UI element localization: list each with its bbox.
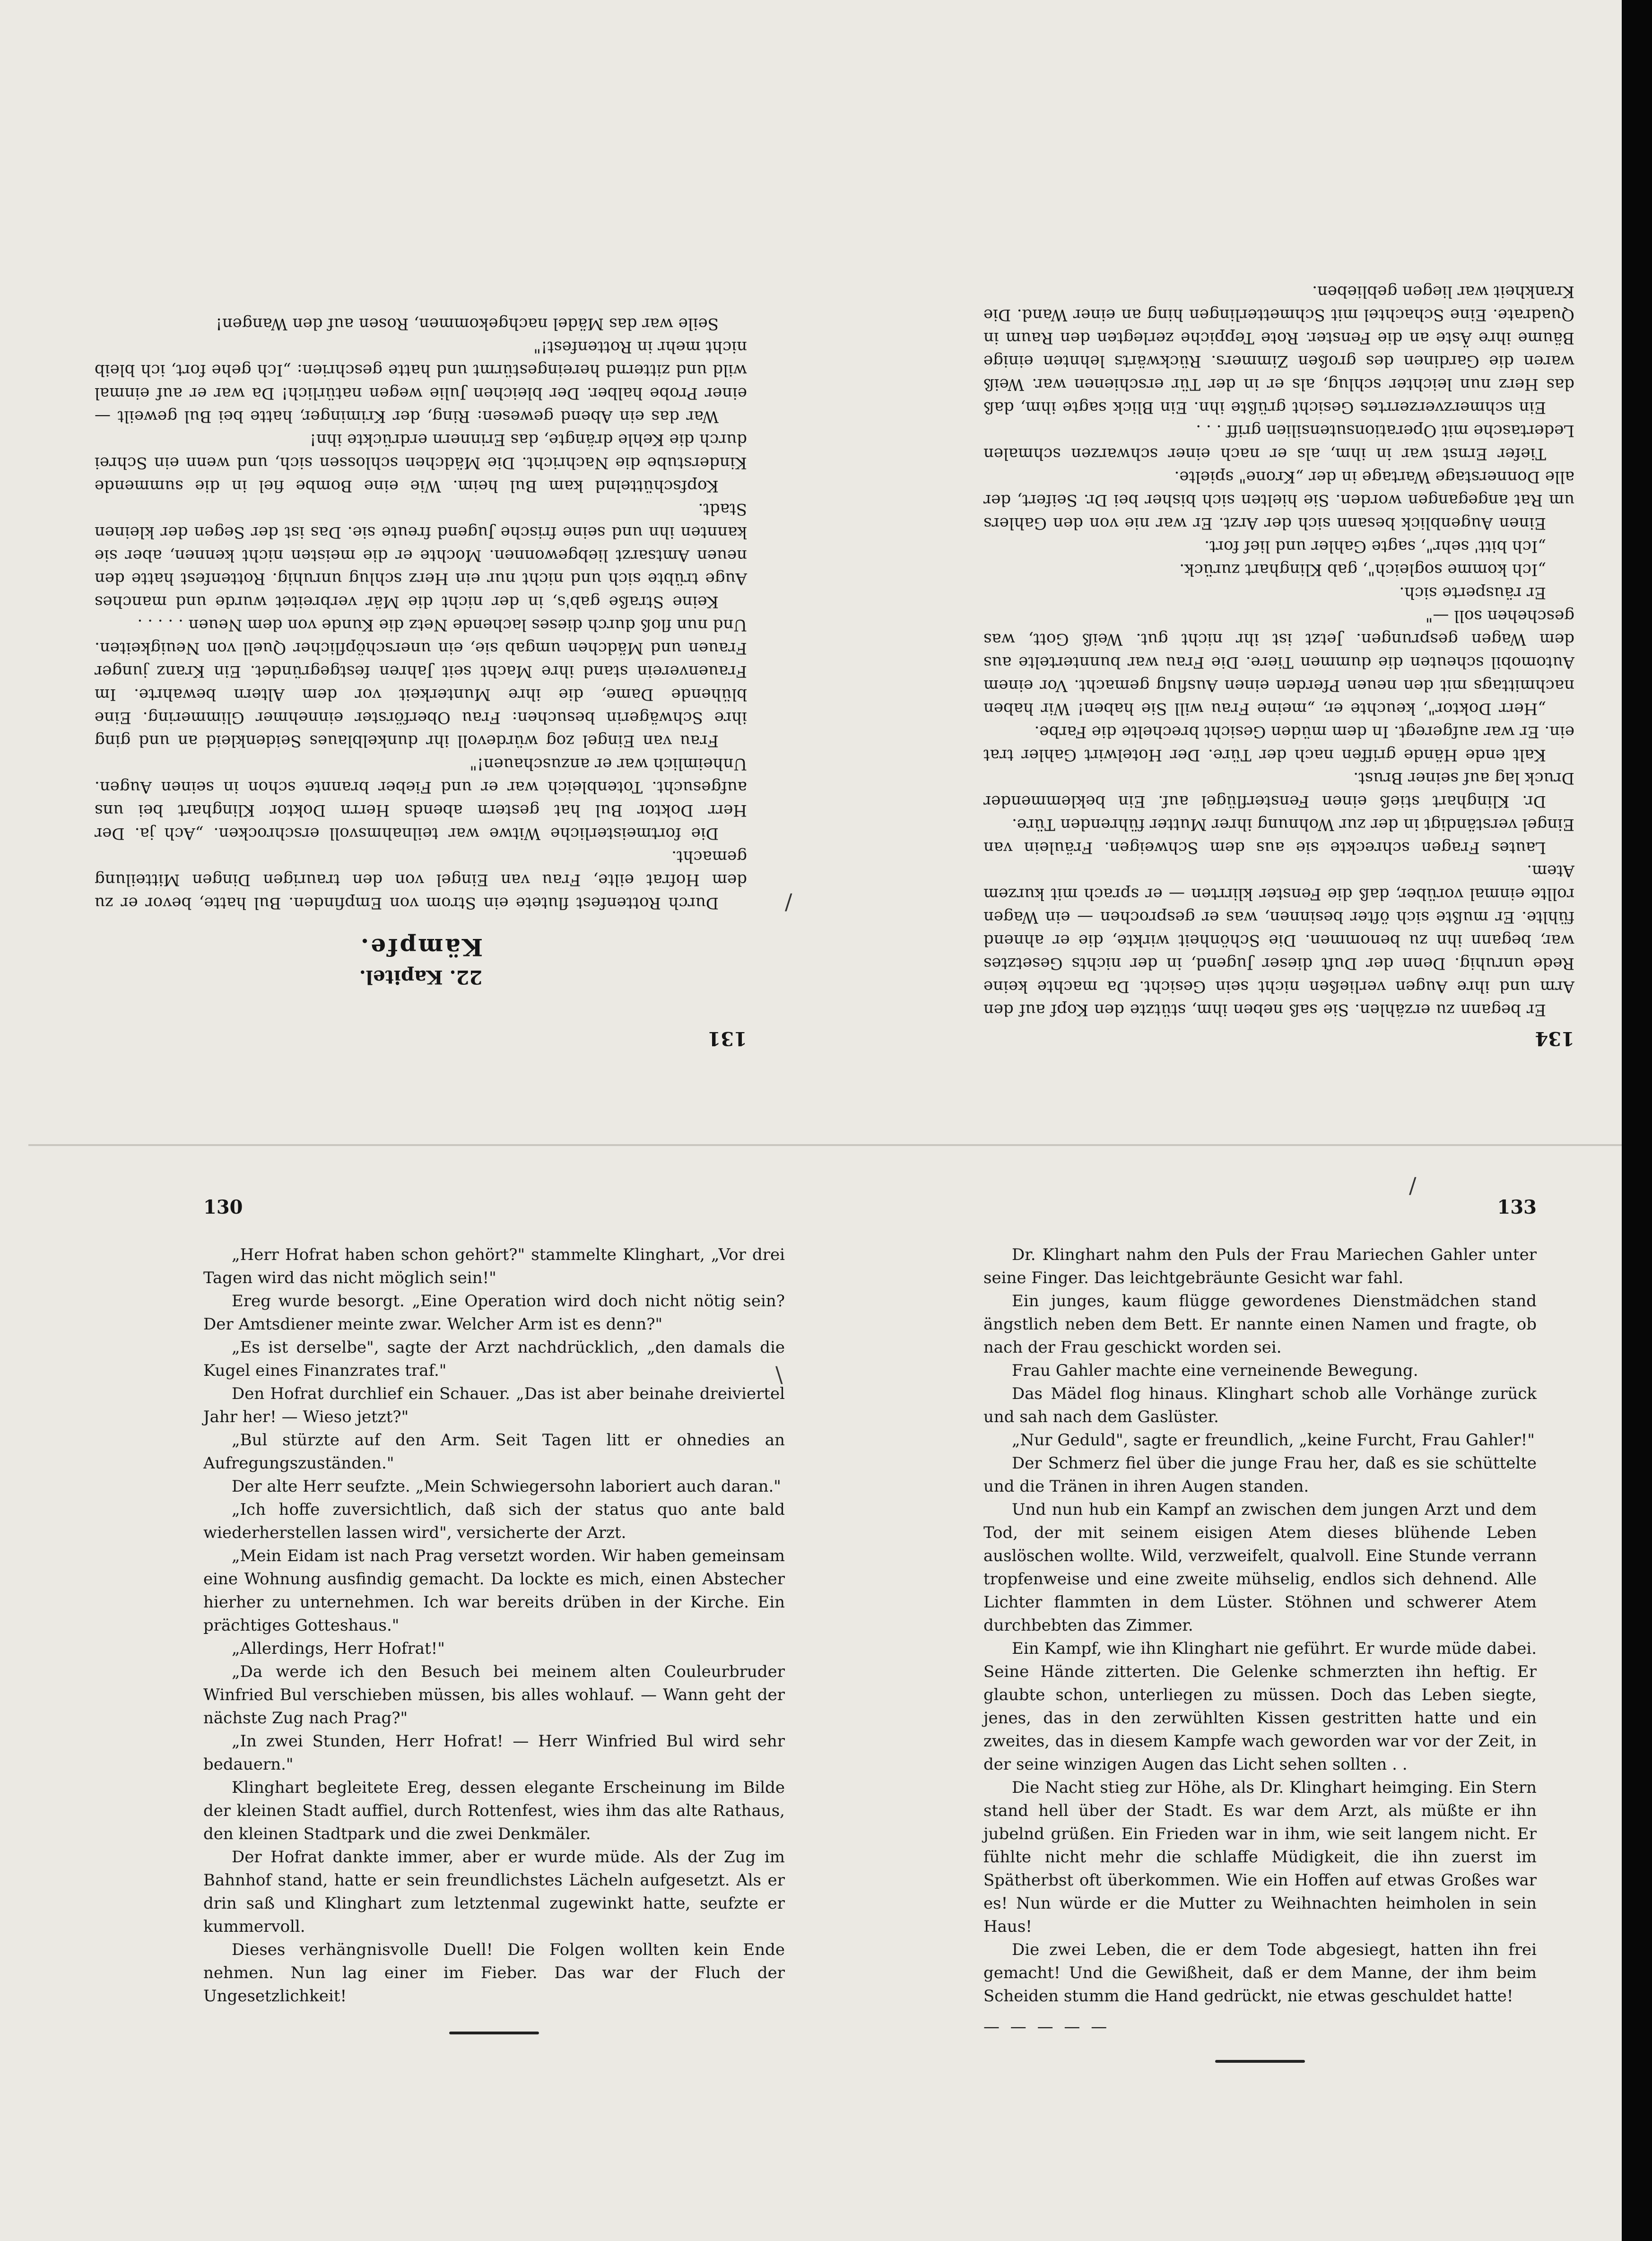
paragraph: Dieses verhängnisvolle Duell! Die Folgen wollten kein Ende nehmen. Nun lag einer im Fieber. Das war der Fluch der Ungesetzlichkeit!	[203, 1940, 785, 2006]
page-number: 134	[1535, 1027, 1574, 1050]
page-number: 130	[203, 1196, 243, 1218]
paragraph: Frau van Eingel zog würdevoll ihr dunkelblaues Seidenkleid an und ging ihre Schwägerin besuchen: Frau Oberförster einnehmer Glimmering. Eine blühende Dame, die ihre Munterkeit vor dem Altern bewahrte. Im Frauenverein stand ihre Macht seit Jahren festgegründet. Ein Kranz junger Frauen und Mädchen umgab sie, ein unerschöpflicher Quell von Neuigkeiten. Und nun floß durch dieses lachende Netz die Kunde von dem Neuen . . . . .	[95, 616, 747, 750]
paragraph: „In zwei Stunden, Herr Hofrat! — Herr Winfried Bul wird sehr bedauern."	[203, 1732, 785, 1774]
paragraph: Einen Augenblick besann sich der Arzt. Er war nie von den Gahlers um Rat angegangen worden. Sie hielten sich bisher bei Dr. Seifert, der alle Donnerstage Wartage in der „Krone" spielte.	[983, 468, 1574, 533]
paragraph: Die Nacht stieg zur Höhe, als Dr. Klinghart heimging. Ein Stern stand hell über der Stadt. Es war dem Arzt, als müßte er ihn jubelnd grüßen. Ein Frieden war in ihm, wie seit langem nicht. Er fühlte nicht mehr die schlaffe Müdigkeit, die ihn zuerst im Spätherbst oft überkommen. Wie ein Hoffen auf etwas Großes war es! Nun würde er die Mutter zu Weihnachten heimholen in sein Haus!	[983, 1778, 1537, 1936]
trailing-dashes: — — — — —	[983, 2017, 1110, 2036]
paragraph: War das ein Abend gewesen: Ring, der Kriminger, hatte bei Bul geweilt — einer Probe halber. Der bleichen Julie wegen natürlich! Da war er auf einmal wild und zitternd hereingestürmt und hatte geschrien: „Ich gehe fort, ich bleib nicht mehr in Rottenfest!"	[95, 338, 747, 426]
paragraph: Der alte Herr seufzte. „Mein Schwiegersohn laboriert auch daran."	[232, 1477, 781, 1496]
paragraph: Ein schmerzverzerrtes Gesicht grüßte ihn. Ein Blick sagte ihm, daß das Herz nun leichter schlug, als er in der Tür erschienen war. Weiß waren die Gardinen des großen Zimmers. Rückwärts lehnten einige Bäume ihre Äste an die Fenster. Rote Teppiche zerlegten den Raum in Quadrate. Eine Schachtel mit Schmetterlingen hing an einer Wand. Die Krankheit war liegen geblieben.	[983, 282, 1574, 417]
paragraph: Seile war das Mädel nachgekommen, Rosen auf den Wangen!	[216, 314, 719, 333]
page-131	[95, 38, 747, 1050]
page-fold-line	[28, 1144, 1622, 1146]
paragraph: Kopfschüttelnd kam Bul heim. Wie eine Bombe fiel in die summende Kinderstube die Nachricht. Die Mädchen schlossen sich, und wenn ein Schrei durch die Kehle drängte, das Erinnern erdrückte ihn!	[95, 430, 747, 495]
paragraph: Lautes Fragen schreckte sie aus dem Schweigen. Fräulein van Eingel verständigt in der zur Wohnung ihrer Mutter führenden Türe.	[983, 815, 1574, 857]
end-ornament	[449, 2032, 539, 2034]
paragraph: Er begann zu erzählen. Sie saß neben ihm, stützte den Kopf auf den Arm und ihre Augen verließen nicht sein Gesicht. Da machte keine Rede unruhig. Denn der Duft dieser Jugend, in der nichts Gesetztes war, begann ihn zu benommen. Die Schönheit wirkte, die er ahnend fühlte. Er mußte sich öfter besinnen, was er gesprochen — ein Wagen rollte einmal vorüber, daß die Fenster klirrten — er sprach mit kurzem Atem.	[983, 861, 1574, 1019]
ink-mark: \	[775, 1362, 783, 1387]
end-ornament	[1215, 2060, 1305, 2063]
paragraph: Das Mädel flog hinaus. Klinghart schob alle Vorhänge zurück und sah nach dem Gaslüster.	[983, 1384, 1537, 1426]
paragraph: Ein Kampf, wie ihn Klinghart nie geführt. Er wurde müde dabei. Seine Hände zitterten. Die Gelenke schmerzten ihn heftig. Er glaubte schon, unterliegen zu müssen. Doch das Leben siegte, jenes, das in den zerwühlten Kissen gestritten hatte und ein zweites, das in diesem Kampfe wach geworden war vor der Zeit, in der seine winzigen Augen das Licht sehen sollten . .	[983, 1639, 1537, 1774]
paragraph: Er räusperte sich.	[1399, 583, 1546, 602]
paragraph: Klinghart begleitete Ereg, dessen elegante Erscheinung im Bilde der kleinen Stadt auffiel, durch Rottenfest, wies ihm das alte Rathaus, den kleinen Stadtpark und die zwei Denkmäler.	[203, 1778, 785, 1843]
paragraph: Die zwei Leben, die er dem Tode abgesiegt, hatten ihn frei gemacht! Und die Gewißheit, daß er dem Manne, der ihm beim Scheiden stumm die Hand gedrückt, nie etwas geschuldet hatte!	[983, 1940, 1537, 2006]
paragraph: Den Hofrat durchlief ein Schauer. „Das ist aber beinahe dreiviertel Jahr her! — Wieso jetzt?"	[203, 1384, 785, 1426]
paragraph: „Nur Geduld", sagte er freundlich, „keine Furcht, Frau Gahler!"	[1012, 1431, 1535, 1450]
ink-mark: /	[785, 889, 792, 914]
page-130	[203, 1196, 785, 2142]
paragraph: Ein junges, kaum flügge gewordenes Dienstmädchen stand ängstlich neben dem Bett. Er nannte einen Namen und fragte, ob nach der Frau geschickt worden sei.	[983, 1292, 1537, 1357]
paragraph: Die fortmeisterliche Witwe war teilnahmsvoll erschrocken. „Ach ja. Der Herr Doktor Bul hat gestern abends Herrn Doktor Klinghart bei uns aufgesucht. Totenbleich war er und Fieber brannte schon in seinen Augen. Unheimlich war er anzuschauen!"	[95, 755, 747, 843]
page-number: 133	[1497, 1196, 1537, 1218]
paragraph: „Es ist derselbe", sagte der Arzt nachdrücklich, „den damals die Kugel eines Finanzrates traf."	[203, 1338, 785, 1380]
paragraph: Durch Rottenfest flutete ein Strom von Empfinden. Bul hatte, bevor er zu dem Hofrat eilte, Frau van Eingel von den traurigen Dingen Mitteilung gemacht.	[95, 847, 747, 912]
paragraph: „Herr Hofrat haben schon gehört?" stammelte Klinghart, „Vor drei Tagen wird das nicht möglich sein!"	[203, 1245, 785, 1287]
paragraph: „Ich hoffe zuversichtlich, daß sich der status quo ante bald wiederherstellen lassen wird", versicherte der Arzt.	[203, 1500, 785, 1542]
paragraph: Der Schmerz fiel über die junge Frau her, daß es sie schüttelte und die Tränen in ihren Augen standen.	[983, 1454, 1537, 1496]
paragraph: Kalt ende Hände griffen nach der Türe. Der Hotelwirt Gahler trat ein. Er war aufgeregt. In dem müden Gesicht brechelte die Farbe.	[983, 722, 1574, 764]
paragraph: Dr. Klinghart nahm den Puls der Frau Mariechen Gahler unter seine Finger. Das leichtgebräunte Gesicht war fahl.	[983, 1245, 1537, 1287]
paragraph: Keine Straße gab's, in der nicht die Mär verbreitet wurde und manches Auge trübte sich und nicht nur ein Herz schlug unruhig. Rottenfest hatte den neuen Amtsarzt liebgewonnen. Mochte er die meisten nicht kennen, aber sie kannten ihn und seine frische Jugend freute sie. Das ist der Segen der kleinen Stadt.	[95, 500, 747, 611]
paragraph: „Bul stürzte auf den Arm. Seit Tagen litt er ohnedies an Aufregungszuständen."	[203, 1431, 785, 1473]
ink-mark: /	[1409, 1173, 1417, 1198]
paragraph: „Mein Eidam ist nach Prag versetzt worden. Wir haben gemeinsam eine Wohnung ausfindig gemacht. Da lockte es mich, einen Abstecher hierher zu unternehmen. Ich war bereits drüben in der Kirche. Ein prächtiges Gotteshaus."	[203, 1546, 785, 1635]
paragraph: „Ich komme sogleich", gab Klinghart zurück.	[1179, 560, 1546, 579]
paragraph: Der Hofrat dankte immer, aber er wurde müde. Als der Zug im Bahnhof stand, hatte er sein freundlichstes Lächeln aufgesetzt. Als er drin saß und Klinghart zum letztenmal zugewinkt hatte, seufzte er kummervoll.	[203, 1848, 785, 1936]
paragraph: „Ich bitt' sehr", sagte Gahler und lief fort.	[1204, 537, 1546, 556]
paragraph: Dr. Klinghart stieß einen Fensterflügel auf. Ein beklemmender Druck lag auf seiner Brust.	[983, 769, 1574, 811]
chapter-heading: 22. Kapitel.	[359, 966, 483, 988]
scan-border	[1622, 0, 1652, 2241]
paragraph: „Herr Doktor", keuchte er, „meine Frau will Sie haben! Wir haben nachmittags mit den neuen Pferden einen Ausflug gemacht. Vor einem Automobil scheuten die dummen Tiere. Die Frau war bunntertelte aus dem Wagen gesprungen. Jetzt ist ihr nicht gut. Weiß Gott, was geschehen soll —"	[983, 607, 1574, 718]
page-133	[983, 1196, 1537, 2142]
paragraph: „Allerdings, Herr Hofrat!"	[232, 1639, 445, 1658]
page-134	[983, 52, 1574, 1050]
paragraph: Und nun hub ein Kampf an zwischen dem jungen Arzt und dem Tod, der mit seinem eisigen Atem dieses blühende Leben auslöschen wollte. Wild, verzweifelt, qualvoll. Eine Stunde verrann tropfenweise und eine zweite mühselig, endlos sich dehnend. Alle Lichter flammten in dem Lüster. Stöhnen und schwerer Atem durchbebten das Zimmer.	[983, 1500, 1537, 1635]
paragraph: „Da werde ich den Besuch bei meinem alten Couleurbruder Winfried Bul verschieben müssen, bis alles wohlauf. — Wann geht der nächste Zug nach Prag?"	[203, 1662, 785, 1728]
paragraph: Frau Gahler machte eine verneinende Bewegung.	[1012, 1361, 1418, 1380]
chapter-title: Kämpfe.	[358, 933, 483, 961]
paragraph: Tiefer Ernst war in ihm, als er nach einer schwarzen schmalen Ledertasche mit Operationsutensilien griff . . .	[983, 421, 1574, 463]
paragraph: Ereg wurde besorgt. „Eine Operation wird doch nicht nötig sein? Der Amtsdiener meinte zwar. Welcher Arm ist es denn?"	[203, 1292, 785, 1334]
page-number: 131	[707, 1027, 747, 1050]
